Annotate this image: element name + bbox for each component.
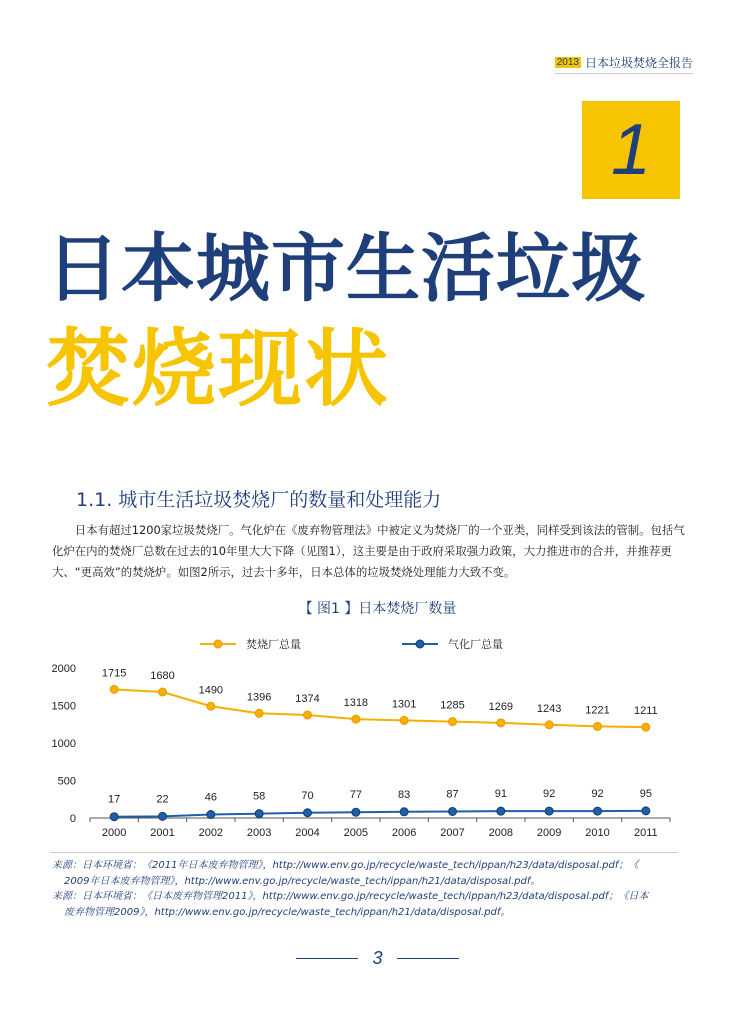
y-tick-label: 0 [69,813,76,825]
data-point [352,808,360,816]
data-label: 1285 [440,699,465,712]
data-label: 46 [204,791,217,804]
report-year: 2013 [556,57,579,68]
figure-caption: 【 图1 】日本焚烧厂数量 [298,601,457,617]
x-tick-label: 2010 [585,827,610,839]
data-point [594,807,602,815]
x-tick-label: 2007 [440,827,465,839]
legend-swatch-marker [214,640,222,648]
data-label: 1211 [634,705,658,718]
x-tick-label: 2005 [343,827,369,839]
source-note-1-line1: 来源：日本环境省：《2011年日本废弃物管理》，http://www.env.go.jp/recycle/waste_tech/ippan/h23/data/disposal.pdf；《 [52,860,639,871]
data-label: 1318 [343,697,369,710]
data-point [207,811,215,819]
data-point [449,718,457,726]
data-point [545,721,553,729]
data-point [400,808,408,816]
data-label: 95 [639,787,652,800]
data-label: 77 [349,789,362,802]
data-point [497,719,505,727]
x-tick-label: 2011 [634,827,658,839]
source-note-2 [52,889,652,920]
sources-block [52,858,652,920]
page-number: 3 [372,948,383,968]
x-tick-label: 2002 [198,827,224,839]
chapter-number-box [582,101,680,199]
data-label: 1269 [488,700,514,713]
source-note-1 [52,858,652,889]
data-point [594,722,602,730]
data-label: 22 [156,793,169,806]
source-note-2-line2: 废弃物管理2009》，http://www.env.go.jp/recycle/waste_tech/ippan/h21/data/disposal.pdf。 [64,906,511,918]
legend-swatch-marker [416,640,424,648]
footer-rule-left [296,958,358,959]
series-line [114,811,646,817]
data-point [110,813,118,821]
data-label: 92 [543,788,556,801]
x-tick-label: 2003 [246,827,272,839]
data-label: 1490 [198,684,224,697]
data-label: 1243 [536,702,562,715]
data-point [642,723,650,731]
series-line [114,689,646,727]
x-tick-label: 2000 [101,827,127,839]
data-point [255,709,263,717]
data-point [207,702,215,710]
legend-label: 气化厂总量 [448,638,503,651]
data-label: 92 [591,788,604,801]
y-tick-label: 500 [57,775,76,788]
x-tick-label: 2004 [295,827,320,839]
data-label: 83 [398,788,411,801]
data-point [545,807,553,815]
body-paragraph: 日本有超过1200家垃圾焚烧厂。气化炉在《废弃物管理法》中被定义为焚烧厂的一个亚类，同样受到该法的管制。包括气化炉在内的焚烧厂总数在过去的10年里大大下降（见图1），这主要是由于政府采取强力政策，大力推进市的合并，并推荐更大、“更高效”的焚烧炉。如图2所示，过去十多年，日本总体的垃圾焚烧处理能力大致不变。 [52,523,685,579]
report-header [555,54,693,74]
y-tick-label: 1500 [51,700,76,713]
line-chart [30,630,690,850]
data-label: 1301 [391,698,417,711]
data-point [497,807,505,815]
legend-label: 焚烧厂总量 [246,638,301,651]
data-label: 58 [253,790,266,803]
report-title: 日本垃圾焚烧全报告 [584,56,693,70]
data-point [400,716,408,724]
data-point [255,810,263,818]
chapter-title-line2: 焚烧现状 [46,320,391,418]
y-tick-label: 2000 [51,663,76,675]
chapter-title-line1: 日本城市生活垃圾 [46,226,646,312]
data-point [304,711,312,719]
data-point [642,807,650,815]
body-text [52,520,692,583]
x-tick-label: 2006 [391,827,417,839]
data-label: 91 [494,788,507,801]
x-tick-label: 2008 [488,827,514,839]
data-point [159,812,167,820]
x-tick-label: 2001 [150,827,175,839]
data-label: 1374 [295,692,320,705]
chart-divider [50,852,678,853]
y-tick-label: 1000 [51,738,76,750]
x-tick-label: 2009 [536,827,562,839]
data-point [449,807,457,815]
data-point [352,715,360,723]
data-point [159,688,167,696]
data-label: 17 [108,793,121,806]
data-label: 1680 [150,670,175,682]
data-label: 70 [301,789,314,802]
data-label: 1715 [101,667,127,680]
data-label: 87 [446,788,459,801]
source-note-1-line2: 2009年日本废弃物管理》，http://www.env.go.jp/recycle/waste_tech/ippan/h21/data/disposal.pdf。 [64,875,541,887]
data-point [110,685,118,693]
footer-rule-right [397,958,459,959]
data-label: 1221 [585,704,610,717]
section-heading: 1.1. 城市生活垃圾焚烧厂的数量和处理能力 [76,489,442,511]
chapter-number: 1 [610,110,652,190]
source-note-2-line1: 来源：日本环境省：《日本废弃物管理2011》，http://www.env.go.jp/recycle/waste_tech/ippan/h23/data/disposal.pdf；《日本 [52,891,649,902]
data-point [304,809,312,817]
data-label: 1396 [246,691,272,704]
page-footer [0,948,755,969]
